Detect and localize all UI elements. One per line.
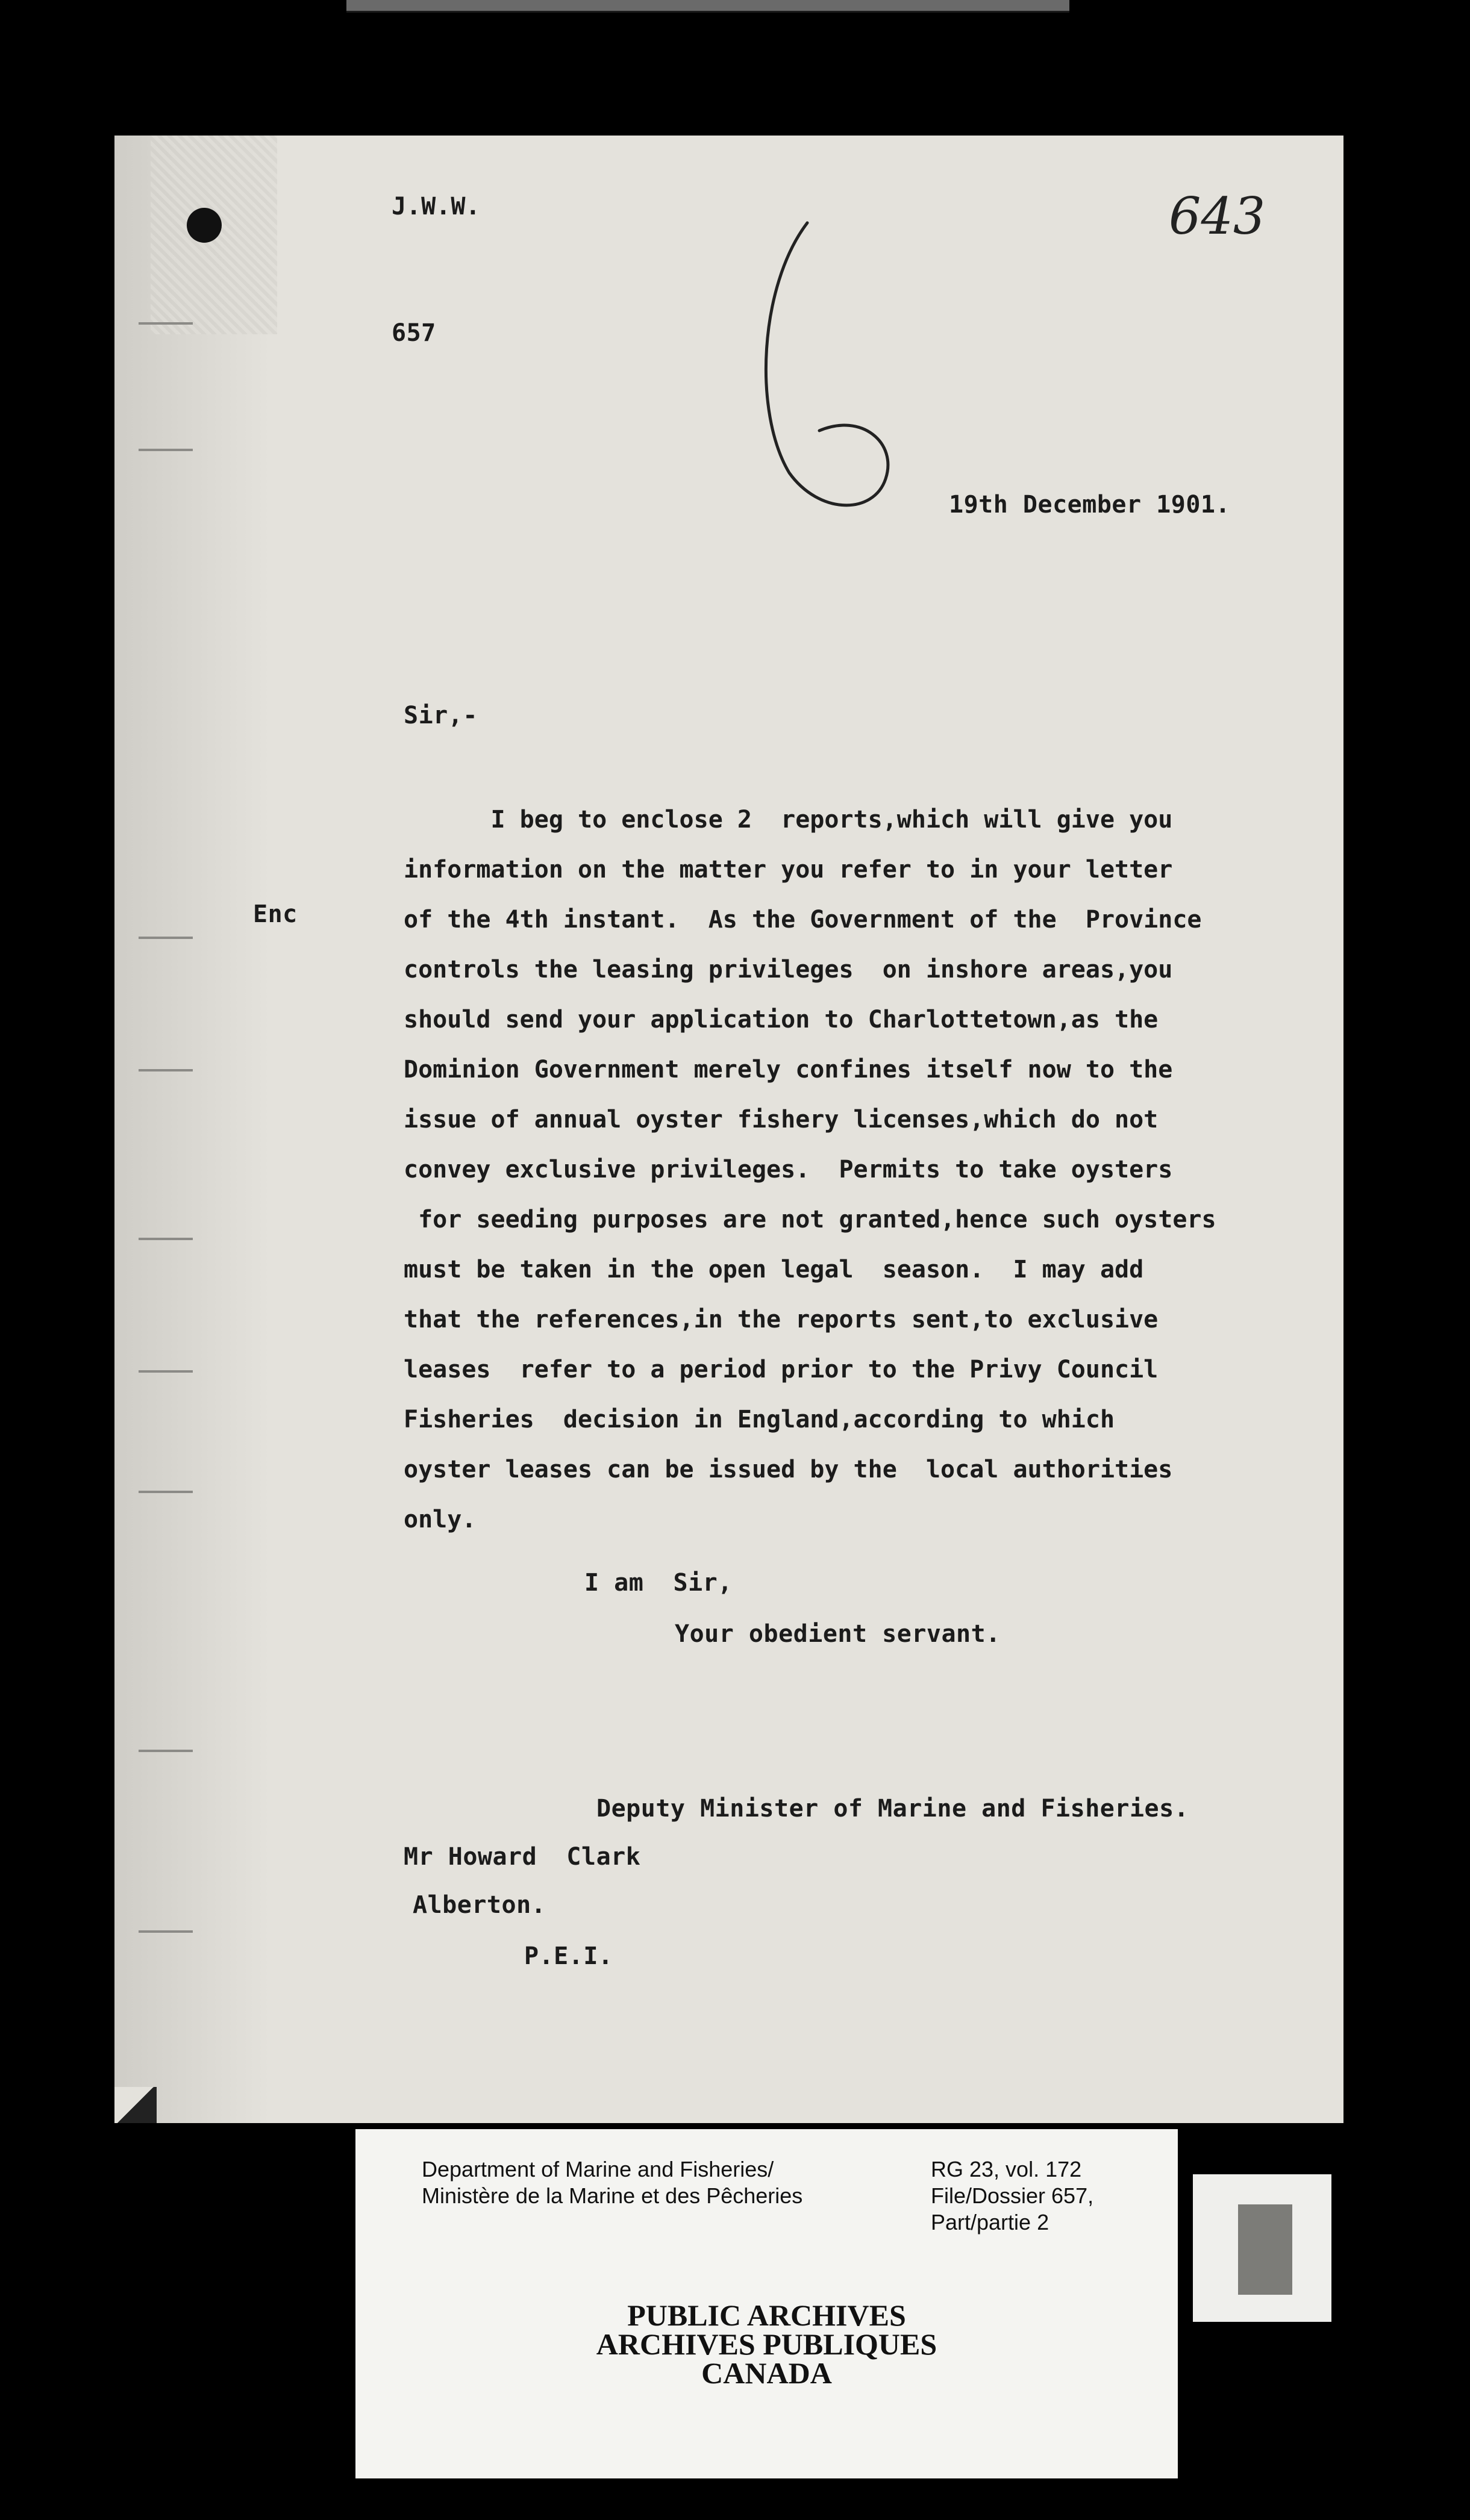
margin-tick: [139, 1069, 193, 1071]
archives-title: [355, 2298, 1178, 2390]
letter-date: 19th December 1901.: [949, 491, 1231, 519]
body-line: should send your application to Charlottetown,as the: [404, 1006, 1159, 1034]
body-line: I beg to enclose 2 reports,which will give you: [404, 806, 1173, 834]
body-line: for seeding purposes are not granted,hence such oysters: [404, 1206, 1216, 1233]
department-line: Department of Marine and Fisheries/: [422, 2157, 774, 2182]
body-line: controls the leasing privileges on inshore areas,you: [404, 956, 1173, 984]
margin-tick: [139, 937, 193, 939]
body-line: information on the matter you refer to in your letter: [404, 856, 1173, 884]
signature-title: Deputy Minister of Marine and Fisheries.: [596, 1795, 1189, 1823]
margin-tick: [139, 449, 193, 451]
handwritten-six-mark: [717, 214, 946, 527]
letter-body: [404, 795, 1295, 1545]
folded-corner: [114, 2087, 157, 2123]
margin-tick: [139, 1930, 193, 1933]
body-line: must be taken in the open legal season. I may add: [404, 1256, 1144, 1283]
margin-tick: [139, 1491, 193, 1493]
body-line: oyster leases can be issued by the local authorities: [404, 1456, 1173, 1483]
body-line: of the 4th instant. As the Government of the Province: [404, 906, 1202, 934]
body-line: leases refer to a period prior to the Privy Council: [404, 1356, 1159, 1383]
margin-band: [114, 136, 271, 2123]
letter-sheet: [114, 136, 1343, 2123]
reference-block: [931, 2156, 1093, 2236]
department-block: [422, 2156, 802, 2209]
margin-tick: [139, 1370, 193, 1373]
addressee-town: Alberton.: [413, 1891, 546, 1919]
film-tab-shadow: [1238, 2204, 1292, 2295]
file-number: 657: [392, 319, 436, 347]
body-line: Dominion Government merely confines itself now to the: [404, 1056, 1173, 1084]
archives-line: PUBLIC ARCHIVES: [627, 2298, 906, 2332]
margin-tick: [139, 322, 193, 325]
body-line: convey exclusive privileges. Permits to take oysters: [404, 1156, 1173, 1184]
punch-hole: [187, 208, 222, 243]
body-line: Fisheries decision in England,according to which: [404, 1406, 1115, 1433]
reference-line: Part/partie 2: [931, 2210, 1049, 2235]
body-line: issue of annual oyster fishery licenses,which do not: [404, 1106, 1159, 1134]
folio-number: 643: [1169, 187, 1266, 246]
salutation: Sir,-: [404, 702, 478, 729]
archives-line: CANADA: [701, 2356, 832, 2390]
archives-line: ARCHIVES PUBLIQUES: [596, 2327, 937, 2361]
addressee-name: Mr Howard Clark: [404, 1843, 641, 1871]
initials: J.W.W.: [392, 193, 481, 220]
department-line: Ministère de la Marine et des Pêcheries: [422, 2183, 803, 2208]
reference-line: File/Dossier 657,: [931, 2183, 1094, 2208]
archive-label: [355, 2129, 1178, 2478]
reference-line: RG 23, vol. 172: [931, 2157, 1082, 2182]
enclosure-note: Enc: [253, 900, 298, 928]
addressee-province: P.E.I.: [524, 1942, 613, 1970]
film-edge-strip: [346, 0, 1069, 13]
margin-tick: [139, 1238, 193, 1240]
body-line: only.: [404, 1506, 477, 1533]
closing-line: I am Sir,: [584, 1569, 733, 1597]
body-line: that the references,in the reports sent,to exclusive: [404, 1306, 1159, 1333]
closing-signoff: Your obedient servant.: [675, 1620, 1001, 1648]
margin-tick: [139, 1750, 193, 1752]
